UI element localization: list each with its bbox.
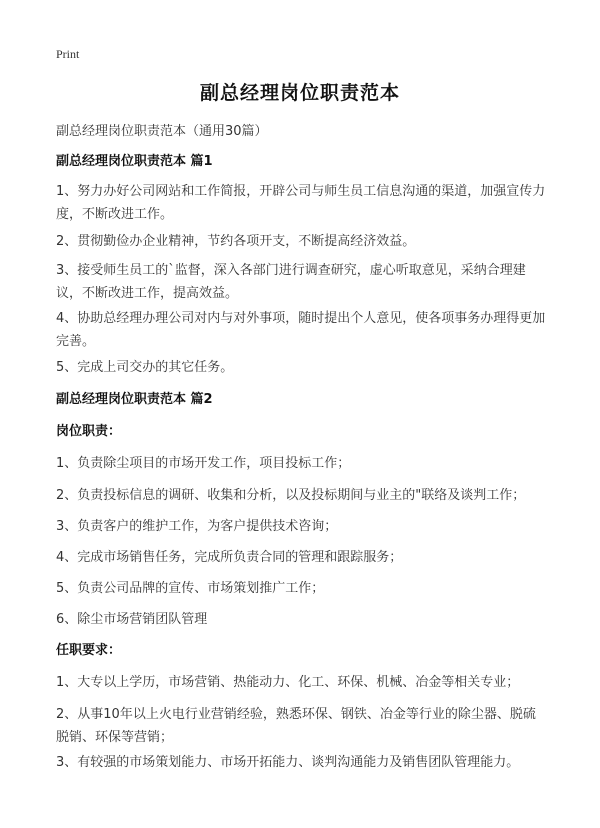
list-item: 5、完成上司交办的其它任务。	[56, 360, 234, 375]
list-item: 3、接受师生员工的`监督，深入各部门进行调查研究，虚心听取意见，采纳合理建议，不断改进工作，提高效益。	[56, 263, 526, 301]
list-item: 2、负责投标信息的调研、收集和分析，以及投标期间与业主的"联络及谈判工作；	[56, 488, 526, 503]
page-title: 副总经理岗位职责范本	[199, 82, 400, 104]
list-item: 5、负责公司品牌的宣传、市场策划推广工作；	[56, 581, 325, 596]
list-item: 1、大专以上学历，市场营销、热能动力、化工、环保、机械、冶金等相关专业；	[56, 675, 520, 690]
print-link[interactable]: Print	[56, 47, 80, 61]
list-item: 2、贯彻勤俭办企业精神，节约各项开支，不断提高经济效益。	[56, 234, 416, 249]
document-subtitle: 副总经理岗位职责范本（通用30篇）	[56, 124, 268, 139]
list-item: 4、完成市场销售任务，完成所负责合同的管理和跟踪服务；	[56, 550, 403, 565]
list-item: 2、从事10年以上火电行业营销经验，熟悉环保、钢铁、冶金等行业的除尘器、脱硫脱销、环保等营销；	[56, 707, 536, 745]
list-item: 4、协助总经理办理公司对内与对外事项，随时提出个人意见，使各项事务办理得更加完善。	[56, 311, 546, 349]
list-item: 1、努力办好公司网站和工作简报，开辟公司与师生员工信息沟通的渠道，加强宣传力度，不断改进工作。	[56, 184, 546, 222]
list-item: 1、负责除尘项目的市场开发工作，项目投标工作；	[56, 456, 351, 471]
duties-heading: 岗位职责：	[56, 424, 122, 439]
section-heading-1: 副总经理岗位职责范本 篇1	[56, 154, 213, 169]
section-heading-2: 副总经理岗位职责范本 篇2	[56, 392, 213, 407]
requirements-heading: 任职要求：	[56, 643, 122, 658]
list-item: 6、除尘市场营销团队管理	[56, 612, 208, 627]
list-item: 3、有较强的市场策划能力、市场开拓能力、谈判沟通能力及销售团队管理能力。	[56, 755, 520, 770]
list-item: 3、负责客户的维护工作，为客户提供技术咨询；	[56, 519, 338, 534]
